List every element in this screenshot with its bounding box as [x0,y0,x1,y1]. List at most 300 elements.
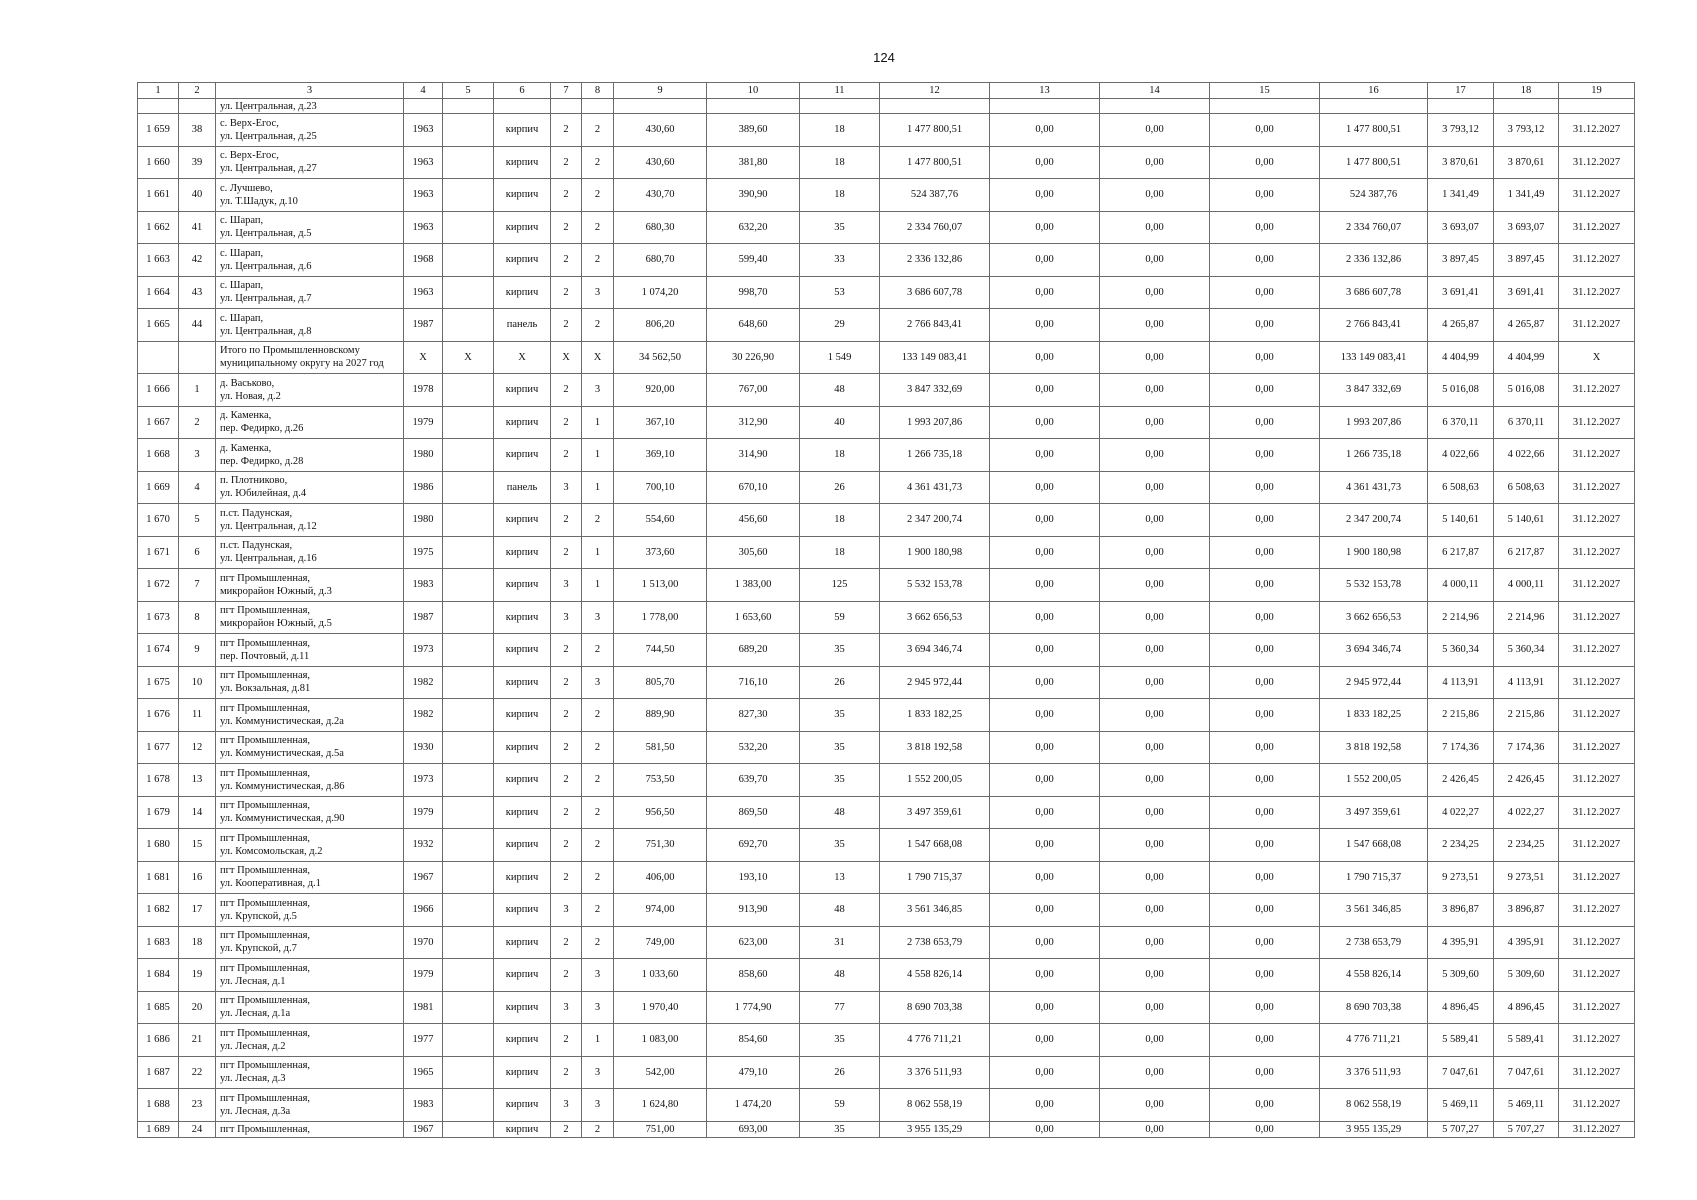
table-cell [443,244,494,277]
table-cell [443,309,494,342]
table-cell: 4 022,27 [1494,796,1559,829]
table-cell: 7 [179,569,216,602]
table-cell: 1982 [404,666,443,699]
table-cell: панель [494,471,551,504]
table-cell: 1 549 [800,341,880,374]
table-cell: 2 766 843,41 [1320,309,1428,342]
table-cell: 5 140,61 [1428,504,1494,537]
table-cell: 35 [800,1121,880,1137]
table-cell: 59 [800,601,880,634]
table-cell: 0,00 [1100,406,1210,439]
table-cell: 381,80 [707,146,800,179]
table-cell: 1977 [404,1024,443,1057]
table-cell: 53 [800,276,880,309]
table-cell: 35 [800,699,880,732]
table-cell: 31.12.2027 [1559,1121,1635,1137]
column-number: 10 [707,83,800,99]
table-cell: 0,00 [990,1024,1100,1057]
table-cell: 0,00 [1210,1024,1320,1057]
address-cell: д. Каменка, пер. Федирко, д.26 [216,406,404,439]
table-cell: 367,10 [614,406,707,439]
table-cell: 1 547 668,08 [1320,829,1428,862]
table-cell [443,536,494,569]
table-cell: 0,00 [990,504,1100,537]
table-cell: 15 [179,829,216,862]
table-row [138,179,1635,212]
address-cell: с. Верх-Егос, ул. Центральная, д.27 [216,146,404,179]
table-cell: 31.12.2027 [1559,926,1635,959]
address-cell: пгт Промышленная, ул. Коммунистическая, д.90 [216,796,404,829]
table-cell: 0,00 [990,731,1100,764]
table-cell: 59 [800,1089,880,1122]
table-cell: 2 [582,894,614,927]
table-cell: 3 691,41 [1494,276,1559,309]
continuation-row [138,99,1635,114]
table-cell: 14 [179,796,216,829]
table-cell [990,99,1100,114]
table-cell: 2 [551,666,582,699]
table-cell: 0,00 [1210,991,1320,1024]
table-cell: 2 [551,309,582,342]
table-cell: 3 870,61 [1494,146,1559,179]
table-cell: 2 [551,634,582,667]
address-cell: п. Плотниково, ул. Юбилейная, д.4 [216,471,404,504]
table-cell: 1 665 [138,309,179,342]
column-number: 15 [1210,83,1320,99]
address-cell: пгт Промышленная, микрорайон Южный, д.3 [216,569,404,602]
address-cell: с. Шарап, ул. Центральная, д.6 [216,244,404,277]
table-cell: 13 [179,764,216,797]
table-cell: 2 336 132,86 [880,244,990,277]
table-cell: 2 347 200,74 [1320,504,1428,537]
header-row [138,83,1635,99]
table-cell: 48 [800,374,880,407]
table-cell: 1 661 [138,179,179,212]
table-cell: 5 309,60 [1428,959,1494,992]
table-cell: X [443,341,494,374]
table-cell: 639,70 [707,764,800,797]
table-cell: 749,00 [614,926,707,959]
table-cell: 9 273,51 [1428,861,1494,894]
table-cell: 48 [800,796,880,829]
table-cell: 1 671 [138,536,179,569]
column-number: 16 [1320,83,1428,99]
table-cell: 23 [179,1089,216,1122]
table-cell: 3 691,41 [1428,276,1494,309]
table-cell: 0,00 [990,276,1100,309]
table-cell: 0,00 [990,699,1100,732]
table-cell: 2 [551,1056,582,1089]
table-cell [443,1089,494,1122]
table-cell: 3 [179,439,216,472]
table-cell: 430,70 [614,179,707,212]
table-cell: кирпич [494,1089,551,1122]
table-row [138,926,1635,959]
table-cell: 3 561 346,85 [1320,894,1428,927]
table-cell: 31.12.2027 [1559,991,1635,1024]
table-row [138,991,1635,1024]
table-cell: 0,00 [990,406,1100,439]
address-cell: пгт Промышленная, ул. Кооперативная, д.1 [216,861,404,894]
table-cell: 0,00 [990,764,1100,797]
table-cell: 2 [582,861,614,894]
table-cell: 4 265,87 [1428,309,1494,342]
table-cell: 1930 [404,731,443,764]
table-cell: 3 870,61 [1428,146,1494,179]
table-cell: 4 113,91 [1428,666,1494,699]
table-cell: 8 062 558,19 [1320,1089,1428,1122]
table-cell: 3 [551,894,582,927]
table-cell: 2 [551,731,582,764]
table-cell: 3 [551,1089,582,1122]
table-cell: кирпич [494,439,551,472]
table-cell: 1981 [404,991,443,1024]
table-cell: 3 955 135,29 [1320,1121,1428,1137]
table-cell: 0,00 [1100,439,1210,472]
table-cell: кирпич [494,146,551,179]
table-cell: 700,10 [614,471,707,504]
table-cell: 1 659 [138,114,179,147]
table-cell: 18 [800,439,880,472]
table-cell [443,796,494,829]
table-cell: 1 662 [138,211,179,244]
table-cell [443,1024,494,1057]
table-cell: 0,00 [1210,1089,1320,1122]
table-cell: 30 226,90 [707,341,800,374]
table-cell: 1 266 735,18 [880,439,990,472]
table-cell: 2 [582,211,614,244]
table-cell: кирпич [494,179,551,212]
table-row [138,666,1635,699]
table-cell [443,1121,494,1137]
table-cell: 35 [800,731,880,764]
table-cell: 31.12.2027 [1559,114,1635,147]
table-cell: 1 266 735,18 [1320,439,1428,472]
table-cell: 0,00 [990,211,1100,244]
table-cell: 11 [179,699,216,732]
table-row [138,1024,1635,1057]
table-cell: 0,00 [1100,244,1210,277]
table-cell: 2 [551,439,582,472]
table-cell: 0,00 [1100,211,1210,244]
table-cell: 2 347 200,74 [880,504,990,537]
column-number: 14 [1100,83,1210,99]
table-cell: 1 790 715,37 [880,861,990,894]
table-cell: 1 666 [138,374,179,407]
table-row [138,699,1635,732]
table-cell: 3 793,12 [1494,114,1559,147]
table-cell [443,179,494,212]
table-cell: 3 [582,959,614,992]
table-cell: 31.12.2027 [1559,504,1635,537]
table-cell: 1 477 800,51 [880,114,990,147]
table-cell: 4 558 826,14 [880,959,990,992]
address-cell: д. Васьково, ул. Новая, д.2 [216,374,404,407]
address-cell: с. Лучшево, ул. Т.Шадук, д.10 [216,179,404,212]
table-cell [443,926,494,959]
table-cell: 0,00 [1100,309,1210,342]
table-cell: 0,00 [990,926,1100,959]
table-cell: 31.12.2027 [1559,1089,1635,1122]
table-cell: 133 149 083,41 [1320,341,1428,374]
table-cell: 1983 [404,1089,443,1122]
table-cell: 0,00 [990,146,1100,179]
table-cell: 0,00 [1210,309,1320,342]
table-cell: 599,40 [707,244,800,277]
table-cell [1428,99,1494,114]
address-cell: пгт Промышленная, ул. Лесная, д.1 [216,959,404,992]
table-cell: 2 [551,829,582,862]
table-cell: кирпич [494,244,551,277]
table-cell: 430,60 [614,114,707,147]
table-cell: 4 395,91 [1494,926,1559,959]
table-cell: 35 [800,764,880,797]
column-number: 5 [443,83,494,99]
table-cell: 4 558 826,14 [1320,959,1428,992]
table-cell: 2 [582,1121,614,1137]
table-cell [443,99,494,114]
table-cell: 6 [179,536,216,569]
table-cell: 974,00 [614,894,707,927]
column-number: 9 [614,83,707,99]
table-cell: 1 673 [138,601,179,634]
table-row [138,114,1635,147]
table-cell [551,99,582,114]
table-cell: 3 818 192,58 [880,731,990,764]
address-cell: пгт Промышленная, ул. Лесная, д.1а [216,991,404,1024]
table-cell: 0,00 [1210,666,1320,699]
table-cell: 1 074,20 [614,276,707,309]
table-cell: панель [494,309,551,342]
table-cell: 0,00 [990,861,1100,894]
table-cell: 35 [800,1024,880,1057]
table-cell: кирпич [494,1024,551,1057]
table-cell: 3 896,87 [1494,894,1559,927]
table-cell: 3 897,45 [1494,244,1559,277]
table-cell: 1 477 800,51 [1320,146,1428,179]
table-cell: 0,00 [990,959,1100,992]
table-cell: 0,00 [990,374,1100,407]
table-cell: 18 [800,536,880,569]
table-cell: 2 [551,926,582,959]
table-cell: 31.12.2027 [1559,699,1635,732]
table-row [138,1056,1635,1089]
table-cell: 6 217,87 [1494,536,1559,569]
table-cell: 2 214,96 [1494,601,1559,634]
column-number: 3 [216,83,404,99]
table-cell: 31.12.2027 [1559,829,1635,862]
table-cell: 0,00 [1100,1056,1210,1089]
table-cell: 1 670 [138,504,179,537]
table-cell: 0,00 [1100,341,1210,374]
table-cell: 692,70 [707,829,800,862]
table-cell: 3 662 656,53 [1320,601,1428,634]
table-cell: 1 [582,471,614,504]
address-cell: пгт Промышленная, ул. Крупской, д.7 [216,926,404,959]
table-cell: 0,00 [1210,374,1320,407]
table-cell: 2 [551,536,582,569]
table-cell: 3 376 511,93 [880,1056,990,1089]
table-cell: 1 993 207,86 [1320,406,1428,439]
table-cell: 5 360,34 [1494,634,1559,667]
table-cell: кирпич [494,569,551,602]
table-cell: 0,00 [1100,959,1210,992]
address-cell: пгт Промышленная, ул. Вокзальная, д.81 [216,666,404,699]
table-cell [494,99,551,114]
table-cell: 430,60 [614,146,707,179]
table-row [138,504,1635,537]
table-cell [614,99,707,114]
address-cell: п.ст. Падунская, ул. Центральная, д.16 [216,536,404,569]
table-cell: 2 [582,796,614,829]
table-cell: 6 370,11 [1494,406,1559,439]
table-cell: 1967 [404,1121,443,1137]
table-cell: 31.12.2027 [1559,1024,1635,1057]
table-cell: 3 [582,374,614,407]
address-cell: пгт Промышленная, микрорайон Южный, д.5 [216,601,404,634]
table-cell: 373,60 [614,536,707,569]
table-cell: 31.12.2027 [1559,764,1635,797]
table-cell: 3 [551,601,582,634]
table-cell: 2 [551,504,582,537]
table-cell: 40 [179,179,216,212]
table-cell: 2 [582,309,614,342]
table-cell: 913,90 [707,894,800,927]
table-cell: 956,50 [614,796,707,829]
table-cell: 0,00 [1210,699,1320,732]
table-cell: 0,00 [1210,406,1320,439]
table-cell: 0,00 [1210,471,1320,504]
table-cell: X [1559,341,1635,374]
table-cell: 1 900 180,98 [1320,536,1428,569]
table-cell: 1987 [404,309,443,342]
table-cell: 0,00 [1100,536,1210,569]
table-cell: 3 955 135,29 [880,1121,990,1137]
table-row [138,471,1635,504]
table-cell: 13 [800,861,880,894]
table-cell: 31.12.2027 [1559,666,1635,699]
table-cell: 1967 [404,861,443,894]
table-cell: 31.12.2027 [1559,569,1635,602]
table-cell: 0,00 [990,894,1100,927]
table-row [138,1089,1635,1122]
table-cell: 0,00 [1100,569,1210,602]
address-cell: пгт Промышленная, ул. Лесная, д.2 [216,1024,404,1057]
table-cell: 0,00 [1100,764,1210,797]
table-cell: кирпич [494,536,551,569]
address-cell: пгт Промышленная, [216,1121,404,1137]
table-cell: 0,00 [1100,796,1210,829]
table-cell: 17 [179,894,216,927]
table-cell: 9 273,51 [1494,861,1559,894]
table-cell: 1980 [404,439,443,472]
address-cell: ул. Центральная, д.23 [216,99,404,114]
table-cell: 0,00 [990,1121,1100,1137]
table-cell: 125 [800,569,880,602]
table-cell: кирпич [494,829,551,862]
table-cell: 2 [551,1024,582,1057]
table-row [138,569,1635,602]
table-cell: 1 686 [138,1024,179,1057]
table-cell: 48 [800,894,880,927]
table-cell [1494,99,1559,114]
table-cell: 31.12.2027 [1559,634,1635,667]
table-cell: кирпич [494,764,551,797]
table-cell: 0,00 [1100,699,1210,732]
table-cell [179,99,216,114]
table-cell: 0,00 [1210,569,1320,602]
table-cell: 0,00 [1210,601,1320,634]
table-cell: 2 [582,634,614,667]
table-cell: 581,50 [614,731,707,764]
table-cell: 0,00 [1210,504,1320,537]
table-cell: 16 [179,861,216,894]
table-cell: 1975 [404,536,443,569]
table-cell: 2 334 760,07 [880,211,990,244]
table-cell: 3 686 607,78 [880,276,990,309]
table-cell: 31.12.2027 [1559,439,1635,472]
table-cell: 3 793,12 [1428,114,1494,147]
table-row [138,959,1635,992]
table-row [138,146,1635,179]
table-cell: 31.12.2027 [1559,861,1635,894]
table-cell: 0,00 [1210,114,1320,147]
table-cell: 1 669 [138,471,179,504]
table-cell: 1 668 [138,439,179,472]
table-cell: 1 341,49 [1494,179,1559,212]
table-cell: 3 497 359,61 [880,796,990,829]
table-cell: 1 790 715,37 [1320,861,1428,894]
table-cell: 827,30 [707,699,800,732]
table-cell: 193,10 [707,861,800,894]
table-cell: 3 [551,569,582,602]
table-cell: 133 149 083,41 [880,341,990,374]
table-cell: 0,00 [1210,764,1320,797]
table-cell: 21 [179,1024,216,1057]
table-cell: 1978 [404,374,443,407]
table-cell: 2 [582,926,614,959]
table-cell: 3 376 511,93 [1320,1056,1428,1089]
table-cell: 2 426,45 [1428,764,1494,797]
table-row [138,861,1635,894]
table-cell: 8 [179,601,216,634]
table-cell: 1982 [404,699,443,732]
address-cell: пгт Промышленная, ул. Лесная, д.3а [216,1089,404,1122]
table-cell: 2 [551,374,582,407]
table-cell: 22 [179,1056,216,1089]
table-cell: 0,00 [1210,179,1320,212]
table-cell: 1986 [404,471,443,504]
table-cell: 0,00 [1100,601,1210,634]
table-cell: кирпич [494,1121,551,1137]
table-cell: 1966 [404,894,443,927]
table-cell: 0,00 [1100,731,1210,764]
table-cell: 1973 [404,764,443,797]
table-cell: 0,00 [1100,374,1210,407]
table-cell: 2 738 653,79 [880,926,990,959]
table-cell: 0,00 [1100,1089,1210,1122]
table-cell: 623,00 [707,926,800,959]
table-cell: кирпич [494,211,551,244]
table-cell: 3 693,07 [1494,211,1559,244]
table-cell: 0,00 [990,309,1100,342]
table-cell: 31.12.2027 [1559,471,1635,504]
table-cell: кирпич [494,114,551,147]
table-cell: 31.12.2027 [1559,731,1635,764]
table-cell: 0,00 [990,601,1100,634]
table-row [138,439,1635,472]
table-cell: 3 662 656,53 [880,601,990,634]
